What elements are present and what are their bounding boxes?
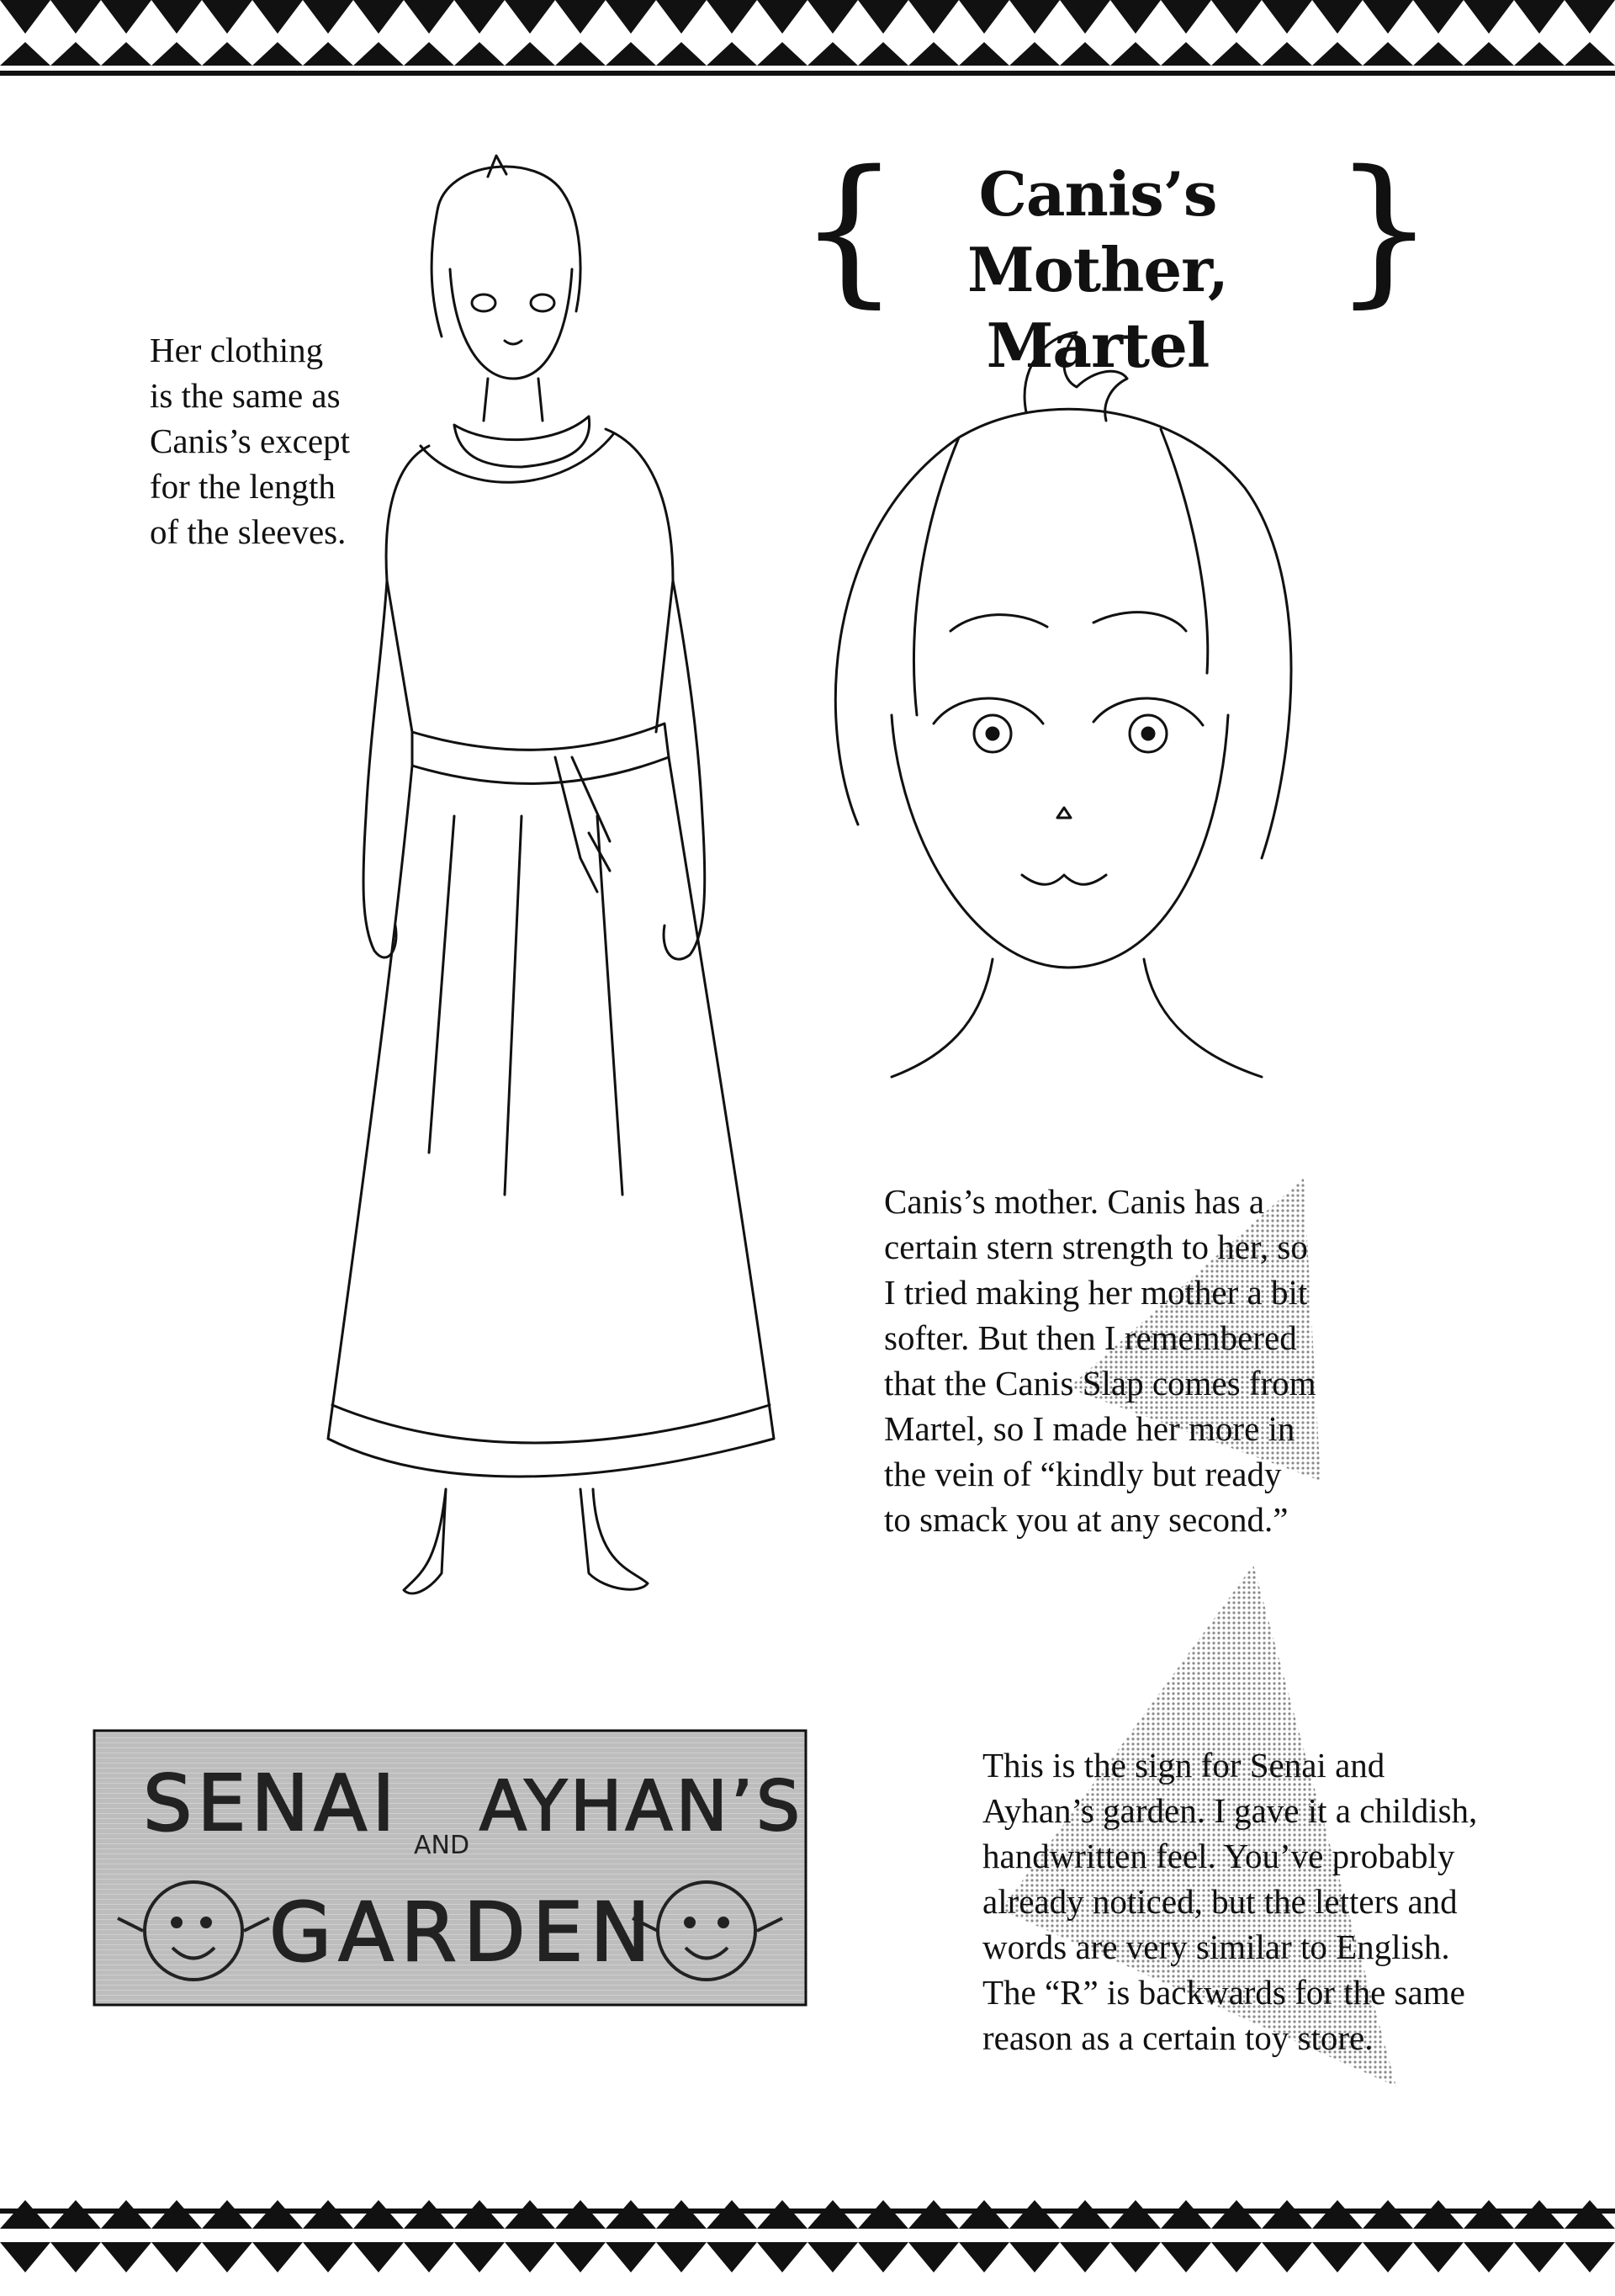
full-body-figure-illustration — [303, 143, 791, 1607]
clothing-note-line: Her clothing — [150, 331, 324, 369]
sign-and-text: AND — [414, 1831, 470, 1860]
mother-note-line: Canis’s mother. Canis has a — [884, 1182, 1265, 1221]
mother-note-line: certain stern strength to her, so — [884, 1228, 1308, 1266]
mother-note-line: I tried making her mother a bit — [884, 1273, 1308, 1312]
mother-note-line: the vein of “kindly but ready — [884, 1455, 1282, 1493]
bottom-border-pattern — [0, 2192, 1615, 2284]
mother-note-line: Martel, so I made her more in — [884, 1409, 1295, 1448]
sign-ayhans-text: AYHAN’S — [479, 1767, 804, 1847]
top-border-pattern — [0, 0, 1615, 93]
mother-description-note — [884, 1179, 1406, 1542]
sign-senai-text: SENAI — [143, 1758, 400, 1848]
sign-garden-text: GARDEN — [269, 1885, 658, 1980]
sign-note-line: already noticed, but the letters and — [982, 1882, 1458, 1921]
sign-note-line: The “R” is backwards for the same — [982, 1973, 1465, 2012]
clothing-note-line: for the length — [150, 467, 336, 506]
clothing-note-line: is the same as — [150, 376, 341, 415]
sign-note-line: reason as a certain toy store. — [982, 2018, 1374, 2057]
head-closeup-illustration — [791, 320, 1329, 1094]
garden-sign-board — [93, 1729, 808, 2007]
sign-note-line: This is the sign for Senai and — [982, 1746, 1385, 1784]
sign-description-note — [982, 1742, 1554, 2060]
sign-note-line: Ayhan’s garden. I gave it a childish, — [982, 1791, 1478, 1830]
mother-note-line: that the Canis Slap comes from — [884, 1364, 1316, 1403]
clothing-note-line: of the sleeves. — [150, 512, 347, 551]
title-block — [798, 136, 1435, 381]
sign-note-line: words are very similar to English. — [982, 1927, 1450, 1966]
sign-note-line: handwritten feel. You’ve probably — [982, 1837, 1455, 1875]
title-line-2: Martel — [986, 310, 1210, 381]
mother-note-line: softer. But then I remembered — [884, 1318, 1297, 1357]
title-brace-left: { — [798, 136, 900, 322]
mother-note-line: to smack you at any second.” — [884, 1500, 1289, 1539]
title-line-1: Canis’s Mother, — [967, 158, 1228, 305]
clothing-note-line: Canis’s except — [150, 422, 350, 460]
title-brace-right: } — [1333, 136, 1435, 322]
